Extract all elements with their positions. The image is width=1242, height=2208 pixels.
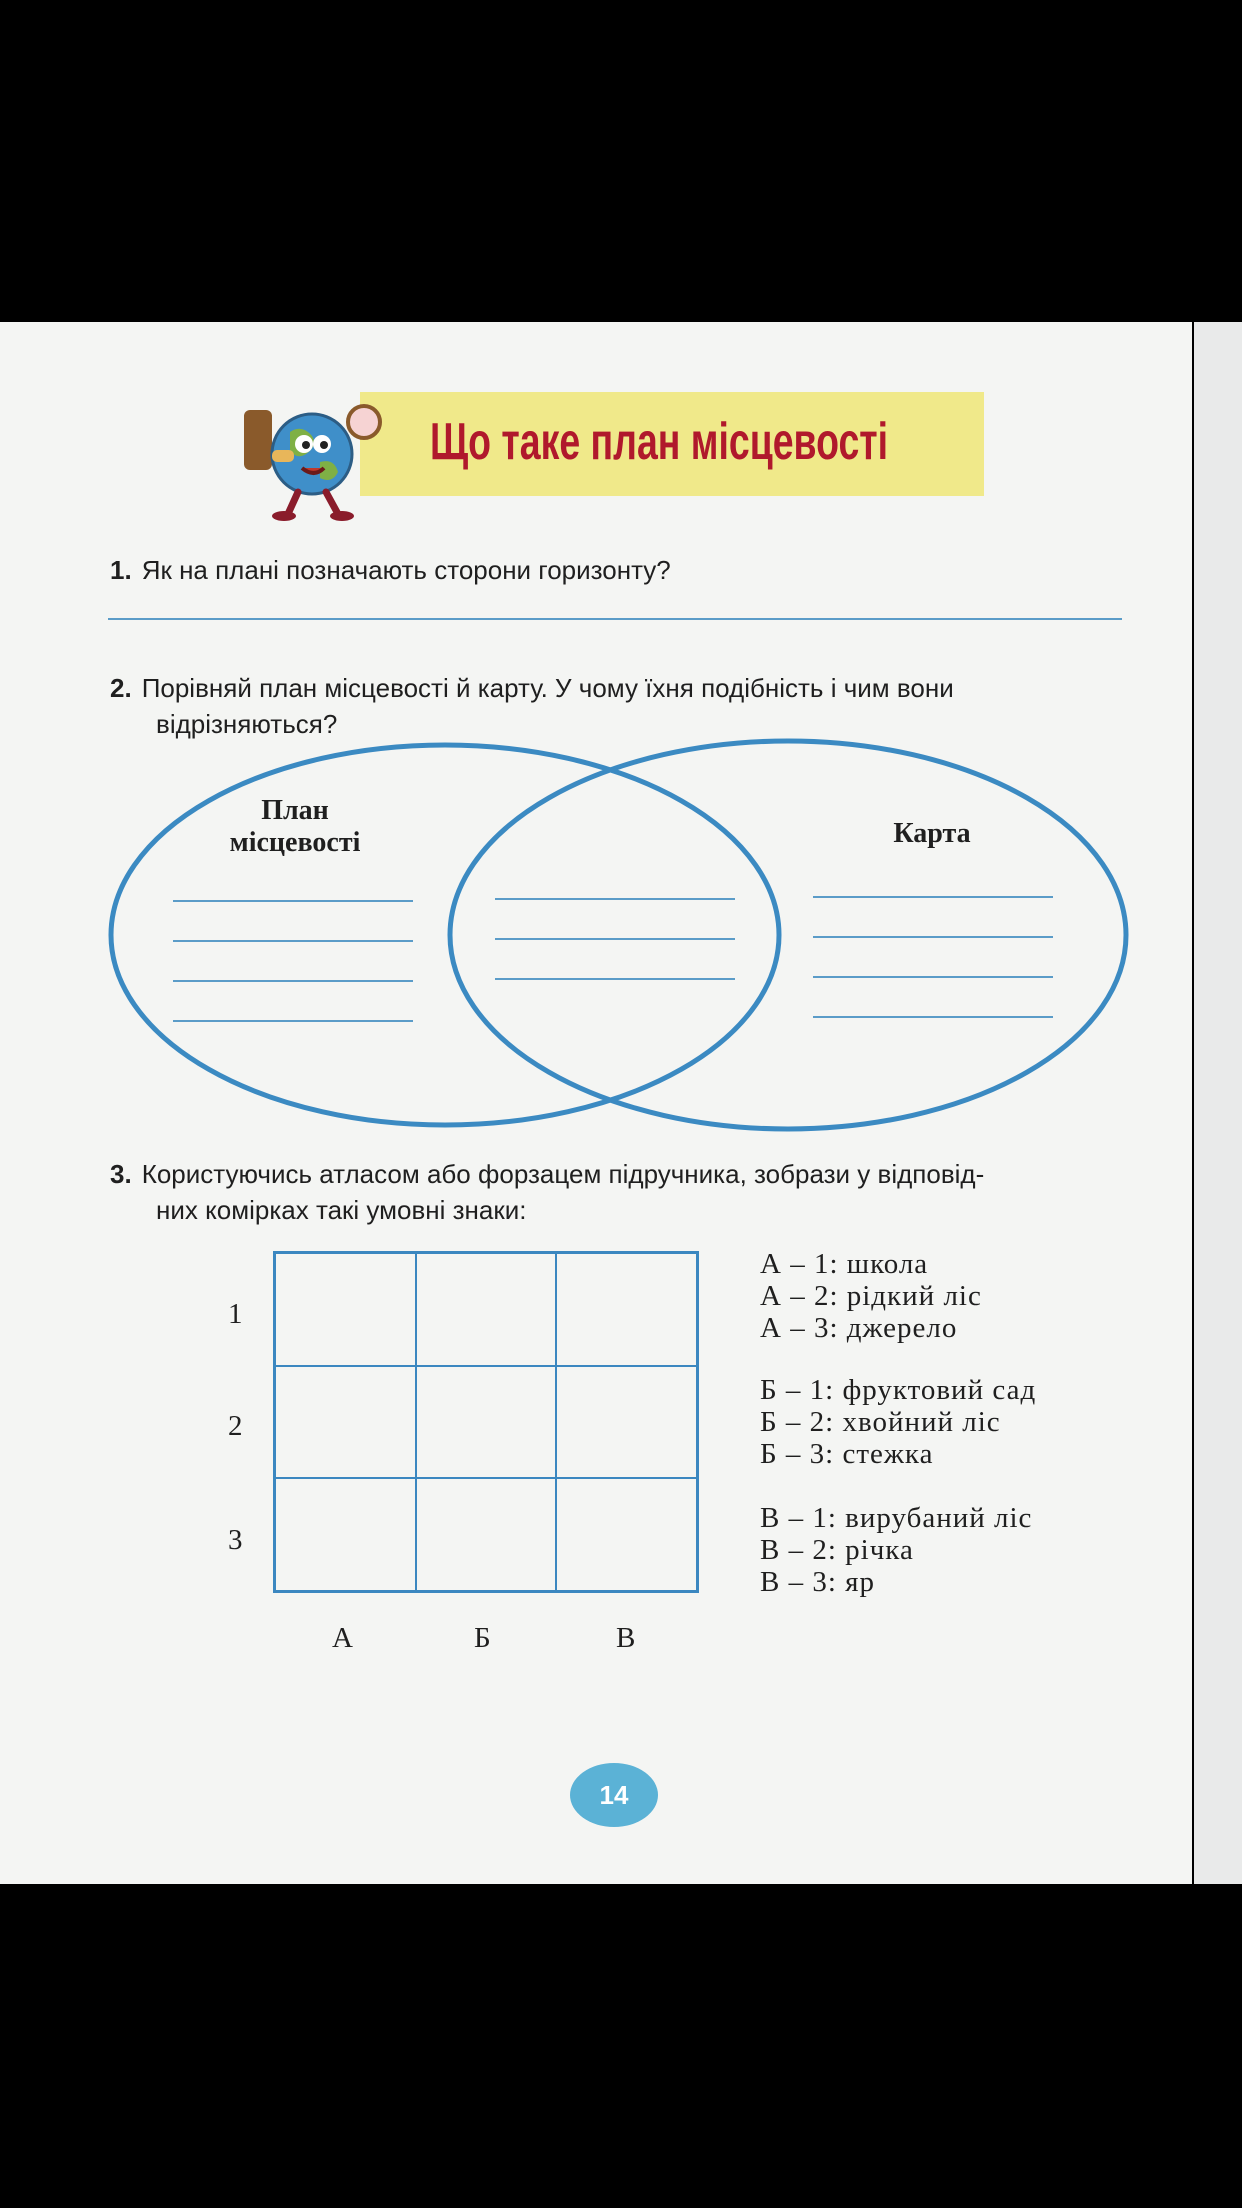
next-page-edge bbox=[1194, 322, 1242, 1884]
venn-left-label-line1: План bbox=[261, 795, 329, 826]
question-3-text-line2: них комірках такі умовні знаки: bbox=[156, 1195, 527, 1225]
grid-col-label: В bbox=[616, 1622, 636, 1654]
legend-item: В – 1: вирубаний ліс bbox=[760, 1502, 1033, 1534]
legend-item: Б – 3: стежка bbox=[760, 1438, 934, 1470]
venn-right-label: Карта bbox=[893, 818, 971, 849]
venn-right-ellipse bbox=[450, 741, 1126, 1129]
legend-item: Б – 1: фруктовий сад bbox=[760, 1374, 1037, 1406]
grid-cell-b1[interactable] bbox=[416, 1253, 557, 1366]
legend-item: В – 2: річка bbox=[760, 1534, 914, 1566]
legend-item: Б – 2: хвойний ліс bbox=[760, 1406, 1001, 1438]
question-2-text-line2: відрізняються? bbox=[156, 709, 338, 739]
grid-col-label: Б bbox=[474, 1622, 491, 1654]
grid-cell-c3[interactable] bbox=[556, 1478, 697, 1591]
venn-left-label bbox=[190, 795, 400, 859]
question-1-number: 1. bbox=[110, 555, 132, 585]
legend-item: А – 3: джерело bbox=[760, 1312, 958, 1344]
legend-group-c bbox=[760, 1502, 1032, 1598]
question-2 bbox=[110, 670, 1130, 742]
grid-cell-a1[interactable] bbox=[275, 1253, 416, 1366]
question-3 bbox=[110, 1156, 1130, 1228]
grid-cell-c1[interactable] bbox=[556, 1253, 697, 1366]
grid-cell-c2[interactable] bbox=[556, 1366, 697, 1479]
page-number-badge: 14 bbox=[570, 1763, 658, 1827]
question-2-number: 2. bbox=[110, 673, 132, 703]
grid-row-label: 1 bbox=[228, 1298, 243, 1330]
grid-cell-b2[interactable] bbox=[416, 1366, 557, 1479]
question-1 bbox=[110, 552, 671, 588]
legend-item: А – 1: школа bbox=[760, 1248, 929, 1280]
venn-left-label-line2: місцевості bbox=[229, 827, 361, 858]
grid-cell-b3[interactable] bbox=[416, 1478, 557, 1591]
grid-cell-a3[interactable] bbox=[275, 1478, 416, 1591]
grid-cell-a2[interactable] bbox=[275, 1366, 416, 1479]
legend-item: В – 3: яр bbox=[760, 1566, 875, 1598]
grid-col-label: А bbox=[332, 1622, 353, 1654]
legend-group-a bbox=[760, 1248, 982, 1344]
grid-row-label: 3 bbox=[228, 1524, 243, 1556]
question-3-number: 3. bbox=[110, 1159, 132, 1189]
question-2-text-line1: Порівняй план місцевості й карту. У чому їхня подібність і чим вони bbox=[141, 673, 954, 703]
globe-mascot-icon bbox=[232, 392, 392, 522]
legend-group-b bbox=[760, 1374, 1036, 1470]
grid-row-label: 2 bbox=[228, 1410, 243, 1442]
question-1-text: Як на плані позначають сторони горизонту? bbox=[141, 555, 671, 585]
question-3-text-line1: Користуючись атласом або форзацем підручника, зобрази у відповід- bbox=[141, 1159, 985, 1189]
page-title: Що таке план місцевості bbox=[430, 413, 889, 471]
answer-line[interactable] bbox=[108, 618, 1122, 620]
symbol-grid bbox=[273, 1251, 699, 1593]
legend-item: А – 2: рідкий ліс bbox=[760, 1280, 982, 1312]
